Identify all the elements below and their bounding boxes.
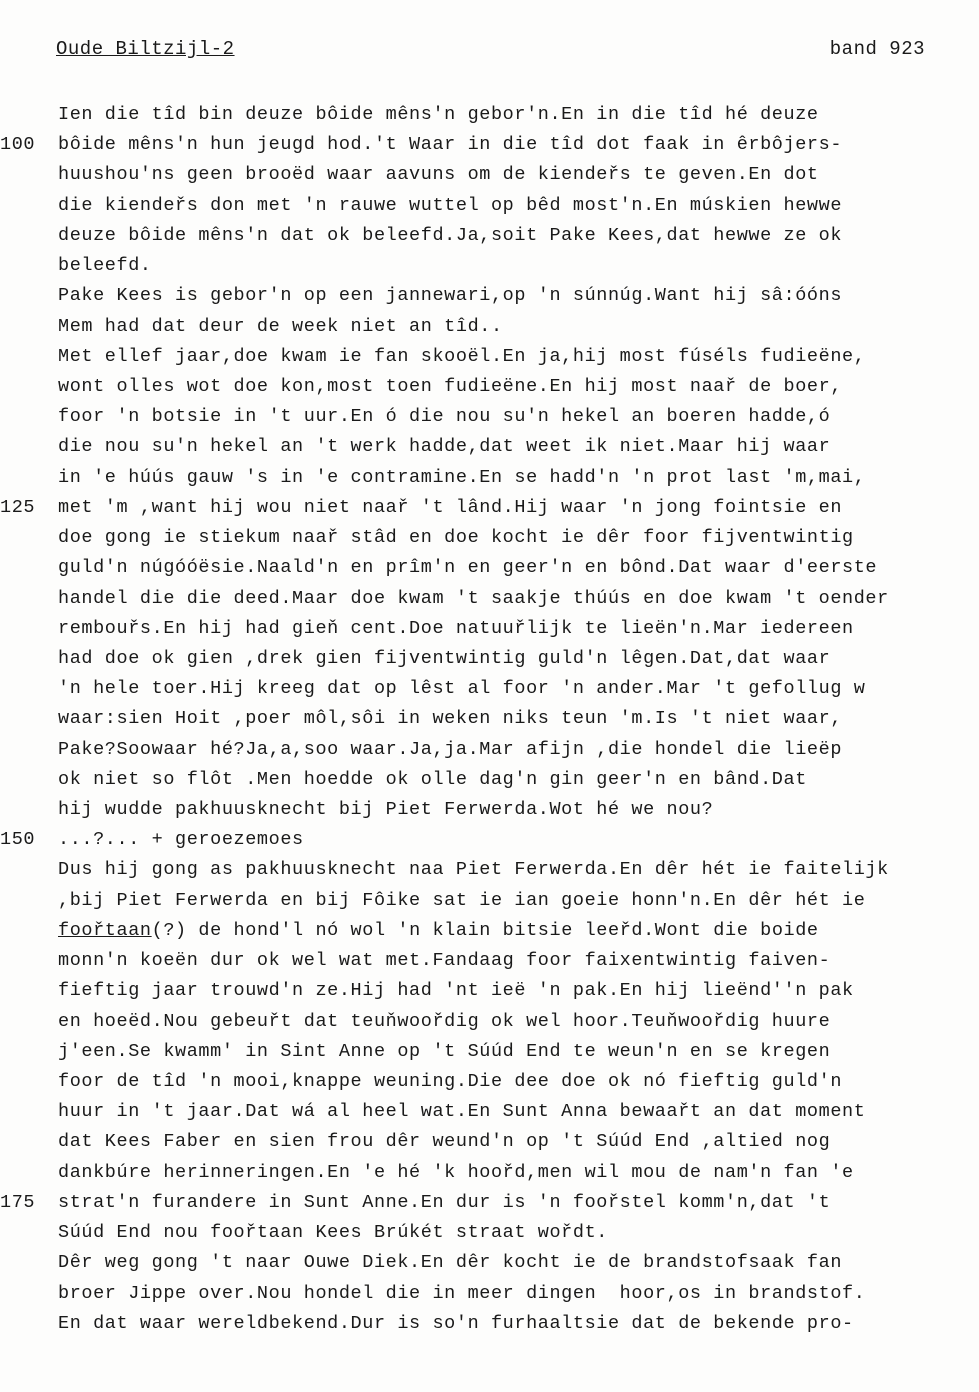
transcript-line: [58, 674, 958, 704]
transcript-line: [58, 1007, 958, 1037]
line-text: huur in 't jaar.Dat wá al heel wat.En Sunt Anna bewaařt an dat moment: [58, 1101, 866, 1123]
transcript-line: [58, 795, 958, 825]
transcript-line: [58, 432, 958, 462]
transcript-line: [58, 614, 958, 644]
transcript-line: [58, 463, 958, 493]
transcript-line: [58, 1127, 958, 1157]
transcript-line: [58, 765, 958, 795]
transcript-line: [58, 855, 958, 885]
transcript-line: [58, 312, 958, 342]
line-text: rembouřs.En hij had gieň cent.Doe natuuřlijk te lieën'n.Mar iedereen: [58, 617, 854, 639]
transcript-line: [58, 342, 958, 372]
transcript-line: [58, 251, 958, 281]
line-text: 'n hele toer.Hij kreeg dat op lêst al foor 'n ander.Mar 't gefollug w: [58, 678, 866, 700]
line-text: strat'n furandere in Sunt Anne.En dur is 'n foořstel komm'n,dat 't: [58, 1191, 831, 1213]
line-text: dankbúre herinneringen.En 'e hé 'k hoořd,men wil mou de nam'n fan 'e: [58, 1161, 854, 1183]
line-text: dat Kees Faber en sien frou dêr weund'n op 't Súúd End ,altied nog: [58, 1131, 831, 1153]
line-text: fieftig jaar trouwd'n ze.Hij had 'nt ieë 'n pak.En hij lieënd''n pak: [58, 980, 854, 1002]
transcript-line: [58, 1248, 958, 1278]
transcript-line: [58, 976, 958, 1006]
line-number: 150: [0, 829, 36, 851]
line-text: wont olles wot doe kon,most toen fudieëne.En hij most naař de boer,: [58, 375, 843, 397]
transcript-line: [58, 1037, 958, 1067]
line-text: foor 'n botsie in 't uur.En ó die nou su'n hekel an boeren hadde,ó: [58, 406, 831, 428]
transcript-line: [58, 1218, 958, 1248]
line-text: met 'm ,want hij wou niet naař 't lând.Hij waar 'n jong fointsie en: [58, 496, 843, 518]
line-text: beleefd.: [58, 255, 152, 277]
transcript-line: [58, 704, 958, 734]
line-text: (?) de hond'l nó wol 'n klain bitsie leeřd.Wont die boide: [151, 919, 819, 941]
transcript-line: [58, 644, 958, 674]
line-text: Met ellef jaar,doe kwam ie fan skooël.En ja,hij most fúséls fudieëne,: [58, 345, 866, 367]
transcript-line: [58, 886, 958, 916]
line-text: Dus hij gong as pakhuusknecht naa Piet Ferwerda.En dêr hét ie faitelijk: [58, 859, 889, 881]
transcript-line: [58, 372, 958, 402]
document-title: Oude Biltzijl-2: [56, 38, 235, 60]
transcript-line: [58, 584, 958, 614]
line-text: monn'n koeën dur ok wel wat met.Fandaag foor faixentwintig faiven-: [58, 950, 831, 972]
transcript-line: [0, 1188, 958, 1218]
line-text: hij wudde pakhuusknecht bij Piet Ferwerda.Wot hé we nou?: [58, 799, 714, 821]
line-text: Ien die tîd bin deuze bôide mêns'n gebor'n.En in die tîd hé deuze: [58, 104, 819, 125]
line-number: 125: [0, 496, 36, 518]
transcript-line: [58, 916, 958, 946]
line-text: j'een.Se kwamm' in Sint Anne op 't Súúd End te weun'n en se kregen: [58, 1040, 831, 1062]
line-text: Mem had dat deur de week niet an tîd..: [58, 315, 503, 337]
line-text: in 'e húús gauw 's in 'e contramine.En se hadd'n 'n prot last 'm,mai,: [58, 466, 866, 488]
line-text: Pake?Soowaar hé?Ja,a,soo waar.Ja,ja.Mar afijn ,die hondel die lieëp: [58, 738, 843, 760]
transcript-line: [0, 493, 958, 523]
line-text: bôide mêns'n hun jeugd hod.'t Waar in die tîd dot faak in êrbôjers-: [58, 134, 843, 156]
transcript-line: [58, 1279, 958, 1309]
transcript-line: [58, 523, 958, 553]
transcript-line: [58, 221, 958, 251]
underlined-word: foořtaan: [58, 919, 152, 941]
line-text: foor de tîd 'n mooi,knappe weuning.Die dee doe ok nó fieftig guld'n: [58, 1071, 843, 1092]
page-header: [56, 38, 925, 68]
line-text: die nou su'n hekel an 't werk hadde,dat weet ik niet.Maar hij waar: [58, 436, 831, 458]
transcript-line: [0, 825, 958, 855]
line-text: huushou'ns geen brooëd waar aavuns om de kiendeřs te geven.En dot: [58, 164, 819, 186]
line-text: ok niet so flôt .Men hoedde ok olle dag'n gin geer'n en bând.Dat: [58, 768, 807, 790]
transcript-line: [58, 100, 958, 130]
line-number: 175: [0, 1191, 36, 1213]
line-text: ,bij Piet Ferwerda en bij Fôike sat ie ian goeie honn'n.En dêr hét ie: [58, 889, 866, 911]
line-text: Súúd End nou foořtaan Kees Brúkét straat wořdt.: [58, 1222, 608, 1244]
line-text: deuze bôide mêns'n dat ok beleefd.Ja,soit Pake Kees,dat hewwe ze ok: [58, 224, 843, 246]
line-number: 100: [0, 134, 36, 156]
transcript-line: [58, 946, 958, 976]
line-text: en hoeëd.Nou gebeuřt dat teuňwoořdig ok wel hoor.Teuňwoořdig huure: [58, 1010, 831, 1032]
transcript-line: [58, 160, 958, 190]
line-text: had doe ok gien ,drek gien fijventwintig guld'n lêgen.Dat,dat waar: [58, 647, 831, 669]
transcript-line: [58, 735, 958, 765]
transcript-line: [58, 281, 958, 311]
transcript-line: [58, 1309, 958, 1339]
line-text: waar:sien Hoit ,poer môl,sôi in weken niks teun 'm.Is 't niet waar,: [58, 708, 843, 730]
line-text: doe gong ie stiekum naař stâd en doe kocht ie dêr foor fijventwintig: [58, 527, 854, 549]
band-number: band 923: [829, 38, 925, 60]
transcript-line: [58, 1097, 958, 1127]
transcript-line: [58, 1158, 958, 1188]
transcript-line: [58, 402, 958, 432]
transcript-line: [0, 130, 958, 160]
transcript-line: [58, 191, 958, 221]
line-text: Dêr weg gong 't naar Ouwe Diek.En dêr kocht ie de brandstofsaak fan: [58, 1252, 843, 1274]
line-text: ...?... + geroezemoes: [58, 829, 304, 851]
transcript-body: [0, 100, 958, 1339]
transcript-line: [58, 553, 958, 583]
transcript-line: [58, 1067, 958, 1097]
line-text: broer Jippe over.Nou hondel die in meer dingen hoor,os in brandstof.: [58, 1282, 866, 1304]
line-text: Pake Kees is gebor'n op een jannewari,op 'n súnnúg.Want hij sâ:óóns: [58, 285, 843, 307]
line-text: guld'n núgóóësie.Naald'n en prîm'n en geer'n en bônd.Dat waar d'eerste: [58, 557, 878, 579]
line-text: handel die die deed.Maar doe kwam 't saakje thúús en doe kwam 't oender: [58, 587, 889, 609]
line-text: En dat waar wereldbekend.Dur is so'n furhaaltsie dat de bekende pro-: [58, 1312, 854, 1334]
line-text: die kiendeřs don met 'n rauwe wuttel op bêd most'n.En múskien hewwe: [58, 194, 843, 216]
